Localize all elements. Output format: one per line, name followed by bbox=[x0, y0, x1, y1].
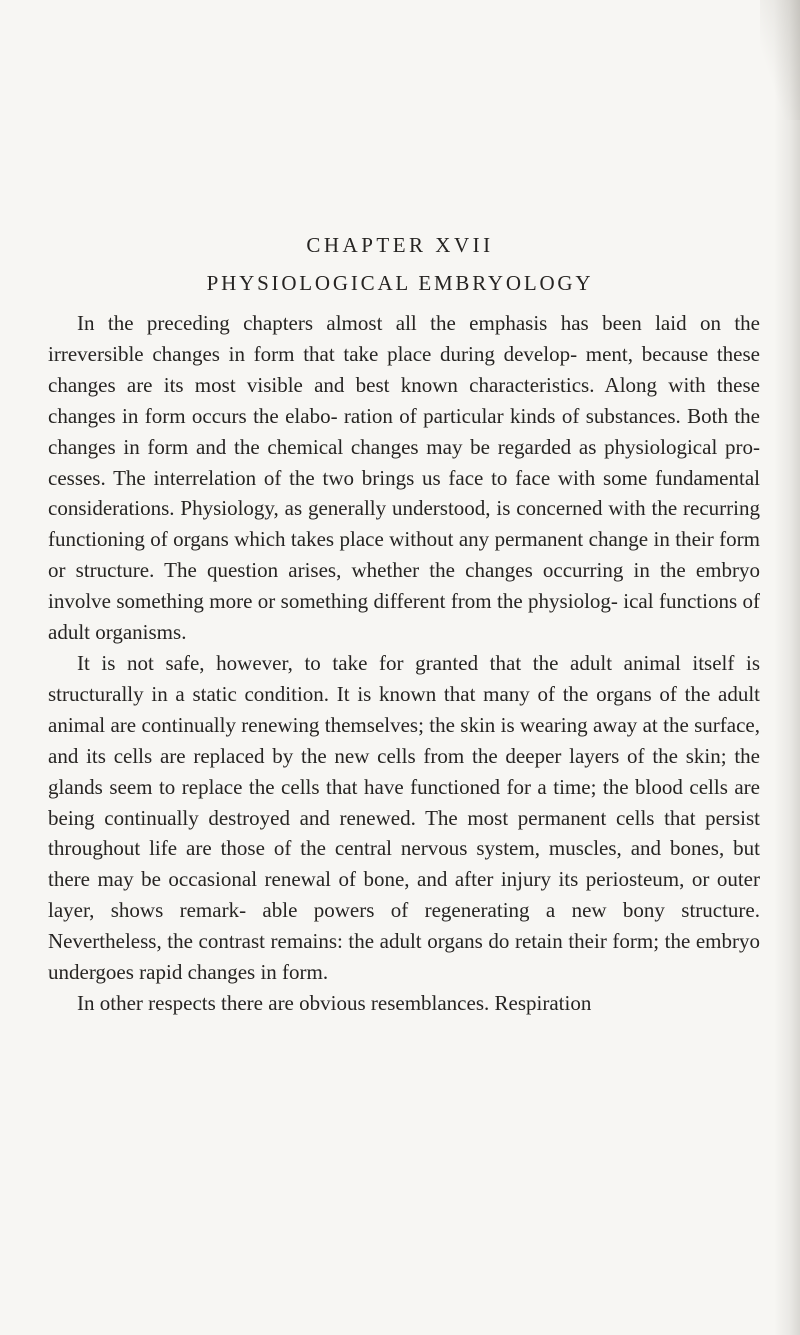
body-text bbox=[48, 308, 760, 1019]
paragraph: In other respects there are obvious resemblances. Respiration bbox=[77, 990, 592, 1015]
paragraph: In the preceding chapters almost all the emphasis has been laid on the irreversible changes in form that take place during develop- ment, because these changes are its most visible and best known characteristics. Along with these changes in form occurs the elabo- ration of particular kinds of substances. Both the changes in form and the chemical changes may be regarded as physiological pro- cesses. The interrelation of the two brings us face to face with some fundamental considerations. Physiology, as generally understood, is concerned with the recurring functioning of organs which takes place without any permanent change in their form or structure. The question arises, whether the changes occurring in the embryo involve something more or something different from the physiolog- ical functions of adult organisms. bbox=[48, 311, 760, 645]
chapter-number: CHAPTER XVII bbox=[306, 233, 494, 257]
chapter-title: PHYSIOLOGICAL EMBRYOLOGY bbox=[206, 271, 594, 295]
page-corner-shadow bbox=[760, 0, 800, 120]
paragraph: It is not safe, however, to take for granted that the adult animal itself is structurally in a static condition. It is known that many of the organs of the adult animal are continually renewing themselves; the skin is wearing away at the surface, and its cells are replaced by the new cells from the deeper layers of the skin; the glands seem to replace the cells that have functioned for a time; the blood cells are being continually destroyed and renewed. The most permanent cells that persist throughout life are those of the central nervous system, muscles, and bones, but there may be occasional renewal of bone, and after injury its periosteum, or outer layer, shows remark- able powers of regenerating a new bony structure. Nevertheless, the contrast remains: the adult organs do retain their form; the embryo undergoes rapid changes in form. bbox=[48, 650, 760, 985]
page-edge-shadow bbox=[774, 0, 800, 1335]
